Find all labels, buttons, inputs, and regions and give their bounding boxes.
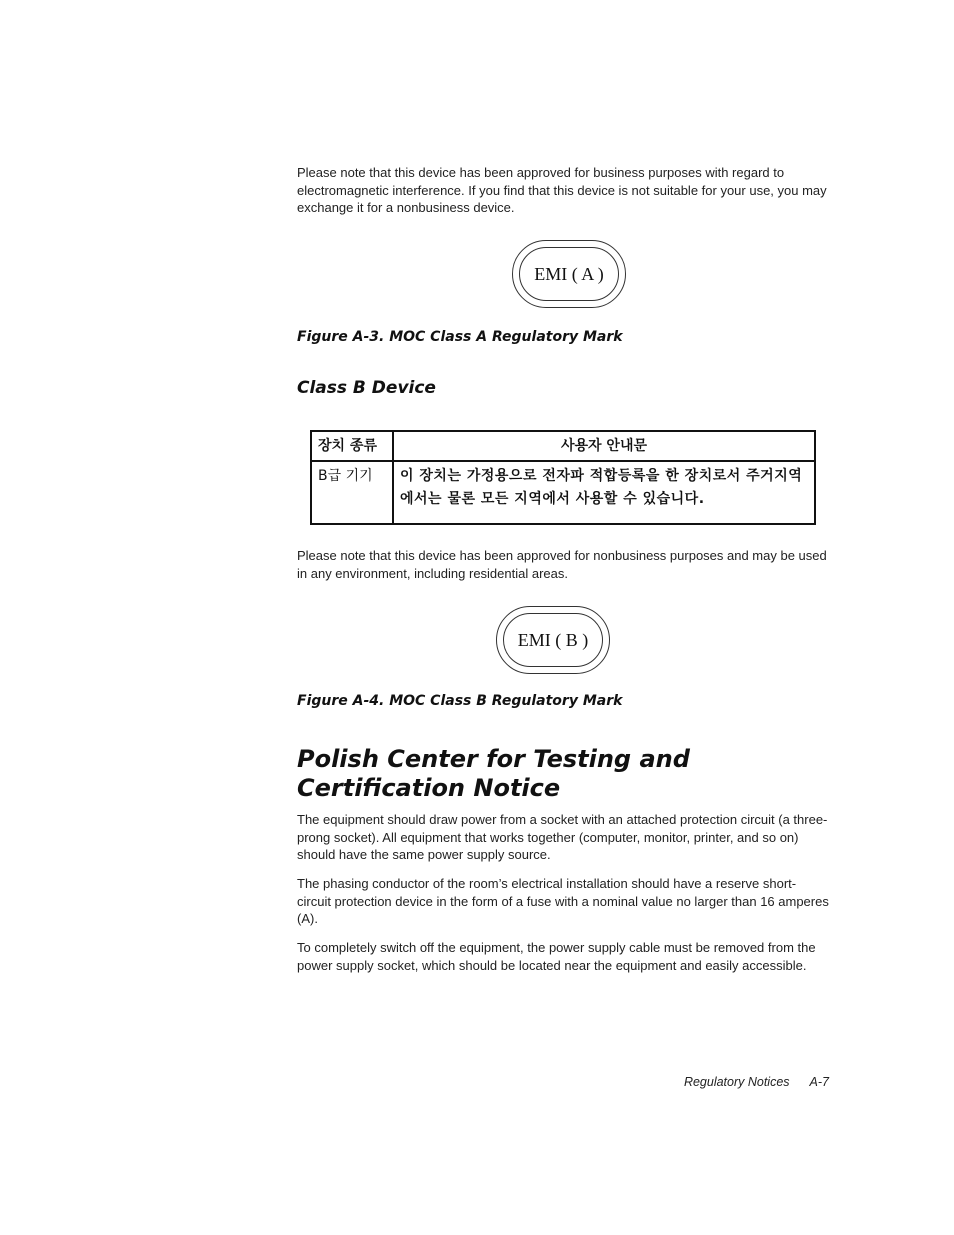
polish-paragraph-2: The phasing conductor of the room’s electrical installation should have a reserve short-circuit protection device in the form of a fuse with a nominal value no larger than 16 amperes (A). bbox=[297, 876, 829, 926]
polish-paragraph-1: The equipment should draw power from a socket with an attached protection circuit (a three-prong socket). All equipment that works together (computer, monitor, printer, and so on) should have the same power supply source. bbox=[297, 812, 828, 862]
korean-notice-table bbox=[310, 430, 816, 525]
emi-class-b-mark-text: EMI ( B ) bbox=[503, 613, 603, 667]
polish-paragraph-3: To completely switch off the equipment, the power supply cable must be removed from the power supply socket, which should be located near the equipment and easily accessible. bbox=[297, 940, 816, 973]
page-footer bbox=[684, 1075, 829, 1089]
figure-a4-caption: Figure A-4. MOC Class B Regulatory Mark bbox=[297, 693, 623, 709]
table-cell-device-class: B급 기기 bbox=[311, 461, 393, 524]
table-header-row bbox=[311, 431, 815, 461]
class-b-heading: Class B Device bbox=[297, 378, 436, 398]
class-b-paragraph: Please note that this device has been approved for nonbusiness purposes and may be used in any environment, including residential areas. bbox=[297, 548, 827, 581]
figure-a3-caption: Figure A-3. MOC Class A Regulatory Mark bbox=[297, 329, 623, 345]
footer-section-title: Regulatory Notices bbox=[683, 1075, 790, 1089]
table-row bbox=[311, 461, 815, 524]
emi-class-a-mark-text: EMI ( A ) bbox=[519, 247, 619, 301]
emi-class-a-mark bbox=[512, 240, 626, 308]
table-cell-notice-text: 이 장치는 가정용으로 전자파 적합등록을 한 장치로서 주거지역에서는 물론 모든 지역에서 사용할 수 있습니다. bbox=[393, 461, 815, 524]
table-header-user-notice: 사용자 안내문 bbox=[393, 431, 815, 461]
class-a-paragraph: Please note that this device has been approved for business purposes with regard to electromagnetic interference. If you find that this device is not suitable for your use, you may exchange it for a nonbusiness device. bbox=[297, 165, 827, 215]
polish-notice-heading: Polish Center for Testing and Certification Notice bbox=[297, 745, 690, 802]
footer-page-number: A-7 bbox=[809, 1075, 829, 1089]
table-header-device-type: 장치 종류 bbox=[311, 431, 393, 461]
emi-class-b-mark bbox=[496, 606, 610, 674]
